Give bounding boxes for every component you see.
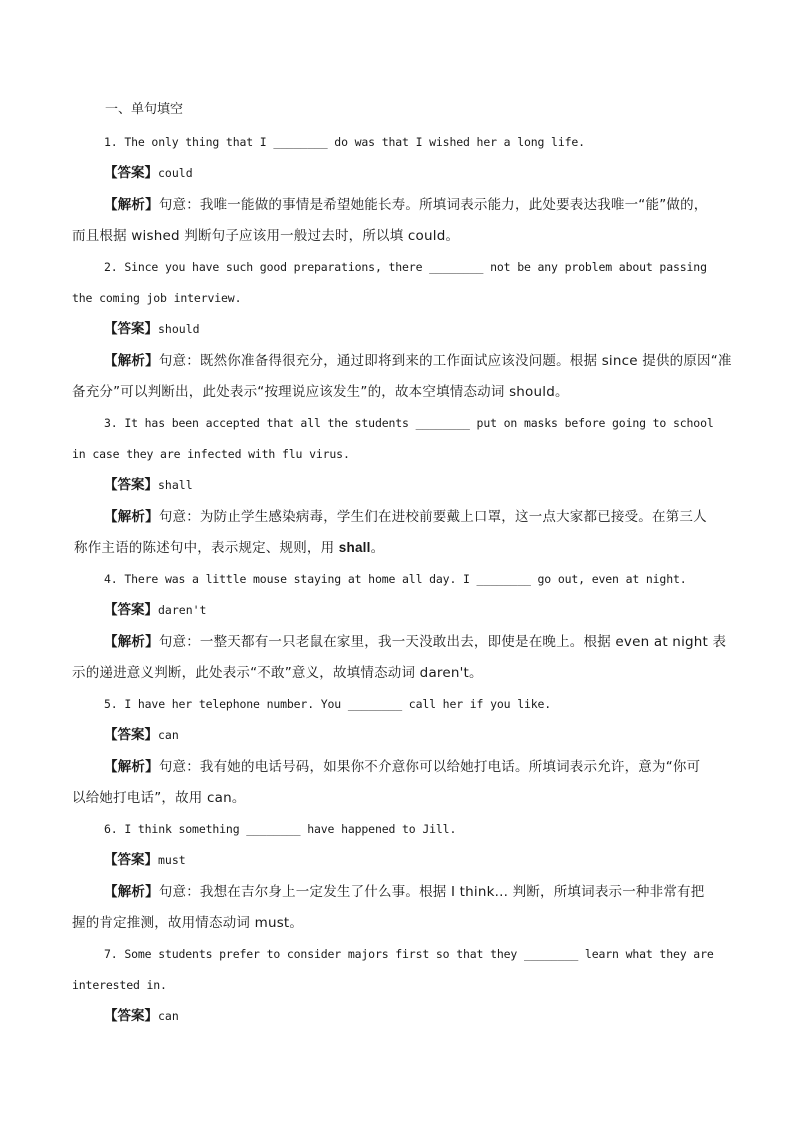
analysis-text: 句意：我想在吉尔身上一定发生了什么事。根据 I think... 判断，所填词表示一种非常有把	[158, 884, 705, 900]
answer-label: 【答案】	[104, 477, 158, 493]
analysis-label: 【解析】	[104, 509, 159, 525]
answer-label: 【答案】	[104, 1008, 158, 1024]
analysis-text: 称作主语的陈述句中，表示规定、规则，用	[74, 540, 339, 556]
answer-label: 【答案】	[104, 727, 158, 743]
question-1-text: 1. The only thing that I ________ do was that I wished her a long life.	[104, 135, 585, 149]
question-3-text-cont: in case they are infected with flu virus.	[72, 447, 350, 461]
analysis-text: 句意：一整天都有一只老鼠在家里，我一天没敢出去，即使是在晚上。根据 even at night 表	[158, 634, 727, 650]
answer-value: can	[158, 728, 179, 742]
question-3-analysis-cont	[74, 538, 384, 558]
question-6-analysis	[104, 882, 704, 902]
question-2-text: 2. Since you have such good preparations, there ________ not be any problem about passing	[104, 260, 707, 274]
question-7-answer	[104, 1006, 179, 1026]
question-6-text: 6. I think something ________ have happened to Jill.	[104, 822, 457, 836]
question-2-text-cont: the coming job interview.	[72, 291, 242, 305]
question-5-text: 5. I have her telephone number. You ________ call her if you like.	[104, 697, 552, 711]
question-4-analysis-cont: 示的递进意义判断，此处表示“不敢”意义，故填情态动词 daren't。	[72, 665, 483, 681]
answer-label: 【答案】	[104, 165, 158, 181]
analysis-label: 【解析】	[104, 197, 159, 213]
analysis-text: 句意：我唯一能做的事情是希望她能长寿。所填词表示能力，此处要表达我唯一“能”做的，	[158, 197, 708, 213]
analysis-label: 【解析】	[104, 884, 159, 900]
question-6-answer	[104, 850, 186, 870]
question-4-answer	[104, 600, 206, 620]
answer-value: should	[158, 322, 200, 336]
question-7-text: 7. Some students prefer to consider majors first so that they ________ learn what they are	[104, 947, 714, 961]
question-2-analysis-cont: 备充分”可以判断出，此处表示“按理说应该发生”的，故本空填情态动词 should。	[72, 384, 569, 400]
analysis-label: 【解析】	[104, 353, 159, 369]
question-5-answer	[104, 725, 179, 745]
question-2-analysis	[104, 351, 732, 371]
analysis-text: 句意：我有她的电话号码，如果你不介意你可以给她打电话。所填词表示允许，意为“你可	[158, 759, 701, 775]
analysis-label: 【解析】	[104, 634, 159, 650]
question-3-analysis	[104, 507, 707, 527]
question-6-analysis-cont: 握的肯定推测，故用情态动词 must。	[72, 915, 304, 931]
answer-value: can	[158, 1009, 179, 1023]
question-3-text: 3. It has been accepted that all the students ________ put on masks before going to school	[104, 416, 714, 430]
section-title: 一、单句填空	[105, 102, 184, 117]
analysis-label: 【解析】	[104, 759, 159, 775]
question-7-text-cont: interested in.	[72, 978, 167, 992]
question-1-analysis-cont: 而且根据 wished 判断句子应该用一般过去时，所以填 could。	[72, 228, 460, 244]
question-1-answer	[104, 163, 193, 183]
question-1-analysis	[104, 195, 708, 215]
question-5-analysis	[104, 757, 700, 777]
analysis-text: 。	[370, 540, 385, 556]
answer-value: daren't	[158, 603, 207, 617]
question-4-text: 4. There was a little mouse staying at home all day. I ________ go out, even at night.	[104, 572, 687, 586]
answer-value: must	[158, 853, 186, 867]
question-3-answer	[104, 475, 193, 495]
answer-value: could	[158, 166, 193, 180]
answer-value: shall	[158, 478, 193, 492]
answer-label: 【答案】	[104, 852, 158, 868]
question-4-analysis	[104, 632, 726, 652]
analysis-text: 句意：既然你准备得很充分，通过即将到来的工作面试应该没问题。根据 since 提供的原因“准	[158, 353, 732, 369]
question-2-answer	[104, 319, 200, 339]
analysis-keyword: shall	[338, 540, 371, 555]
analysis-text: 句意：为防止学生感染病毒，学生们在进校前要戴上口罩，这一点大家都已接受。在第三人	[158, 509, 707, 525]
answer-label: 【答案】	[104, 602, 158, 618]
question-5-analysis-cont: 以给她打电话”，故用 can。	[72, 790, 246, 806]
answer-label: 【答案】	[104, 321, 158, 337]
